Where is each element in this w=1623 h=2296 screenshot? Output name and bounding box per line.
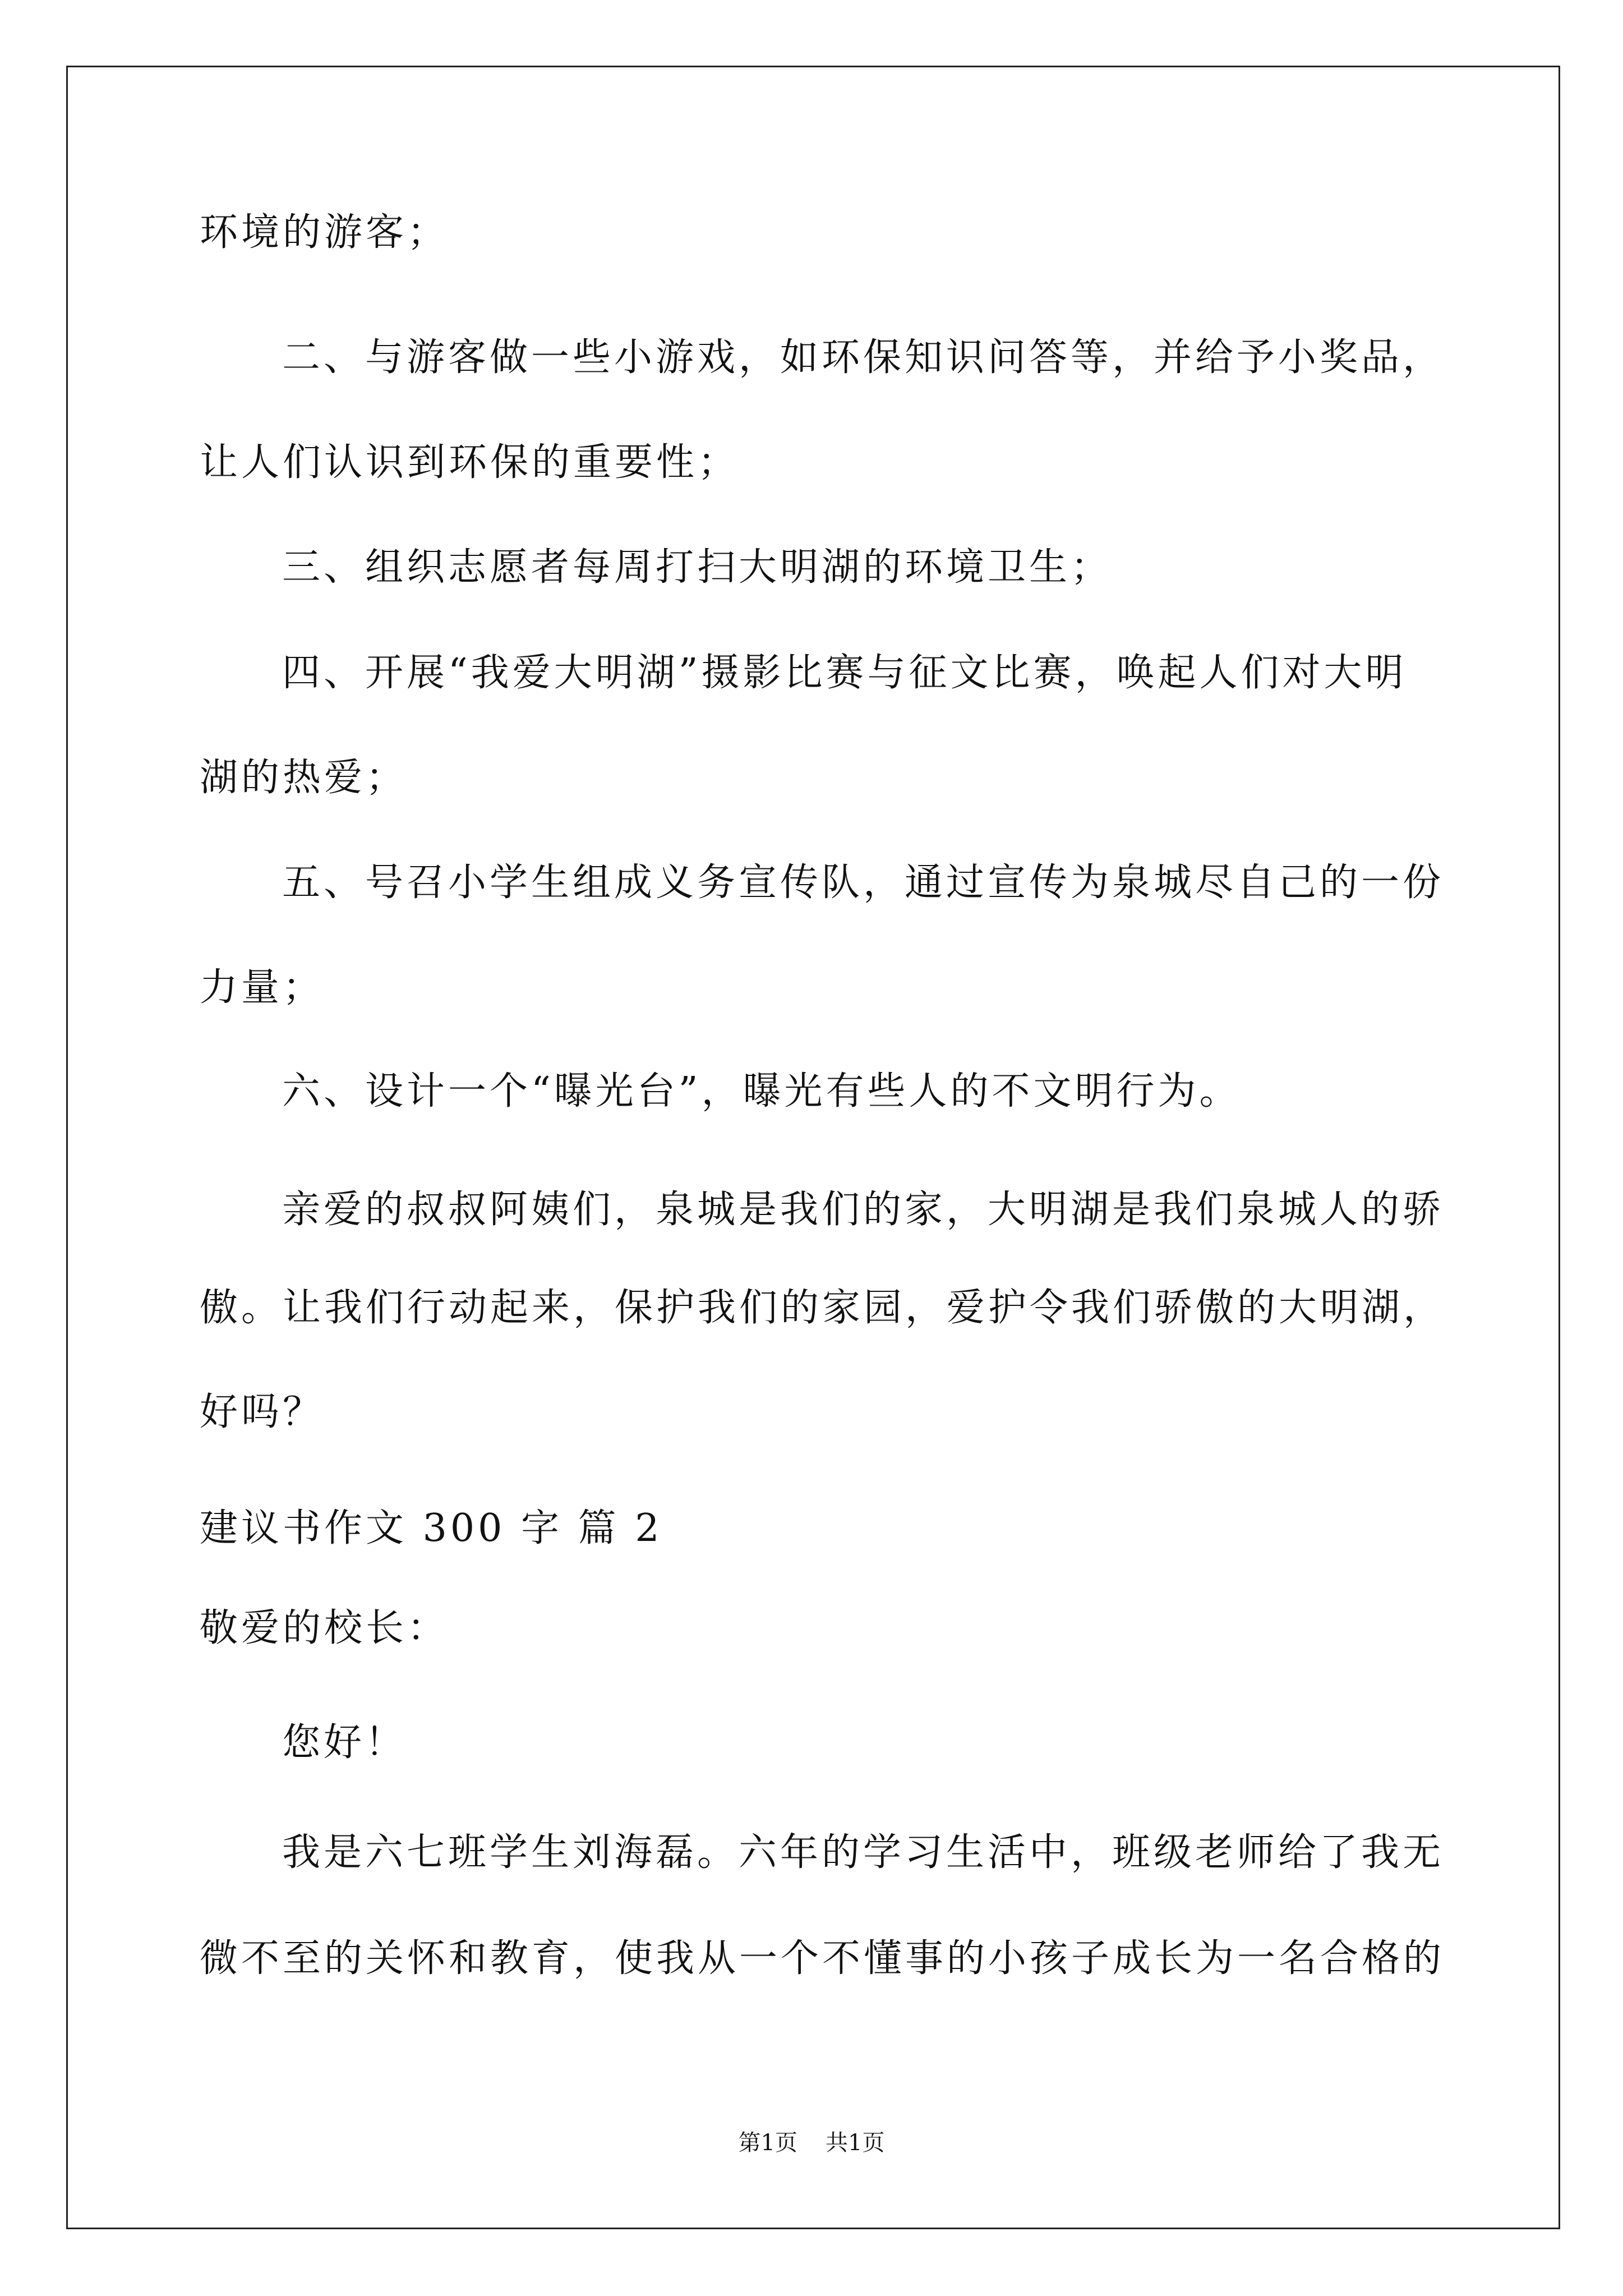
page-border xyxy=(66,66,1560,2229)
text-line: 我是六七班学生刘海磊。六年的学习生活中，班级老师给了我无 xyxy=(282,1830,1445,1875)
page-total: 共1页 xyxy=(826,2130,885,2156)
text-line: 五、号召小学生组成义务宣传队，通过宣传为泉城尽自己的一份 xyxy=(282,861,1445,905)
text-line: 环境的游客； xyxy=(200,210,449,255)
text-line: 六、设计一个“曝光台”，曝光有些人的不文明行为。 xyxy=(282,1069,1241,1114)
text-line: 四、开展“我爱大明湖”摄影比赛与征文比赛，唤起人们对大明 xyxy=(282,651,1407,695)
text-line: 三、组织志愿者每周打扫大明湖的环境卫生； xyxy=(282,545,1113,590)
text-line: 微不至的关怀和教育，使我从一个不懂事的小孩子成长为一名合格的 xyxy=(200,1936,1445,1981)
text-line: 傲。让我们行动起来，保护我们的家园，爱护令我们骄傲的大明湖， xyxy=(200,1286,1445,1330)
text-line: 亲爱的叔叔阿姨们，泉城是我们的家，大明湖是我们泉城人的骄 xyxy=(282,1188,1445,1232)
text-line: 二、与游客做一些小游戏，如环保知识问答等，并给予小奖品， xyxy=(282,335,1445,380)
text-line: 好吗？ xyxy=(200,1390,325,1434)
text-line: 力量； xyxy=(200,965,325,1010)
page-number: 第1页 xyxy=(738,2130,797,2156)
section-heading: 建议书作文 300 字 篇 2 xyxy=(200,1506,663,1550)
greeting: 您好！ xyxy=(282,1720,407,1765)
text-line: 让人们认识到环保的重要性； xyxy=(200,440,740,485)
text-line: 湖的热爱； xyxy=(200,756,408,800)
page-footer xyxy=(0,2129,1623,2157)
salutation: 敬爱的校长： xyxy=(200,1606,449,1650)
